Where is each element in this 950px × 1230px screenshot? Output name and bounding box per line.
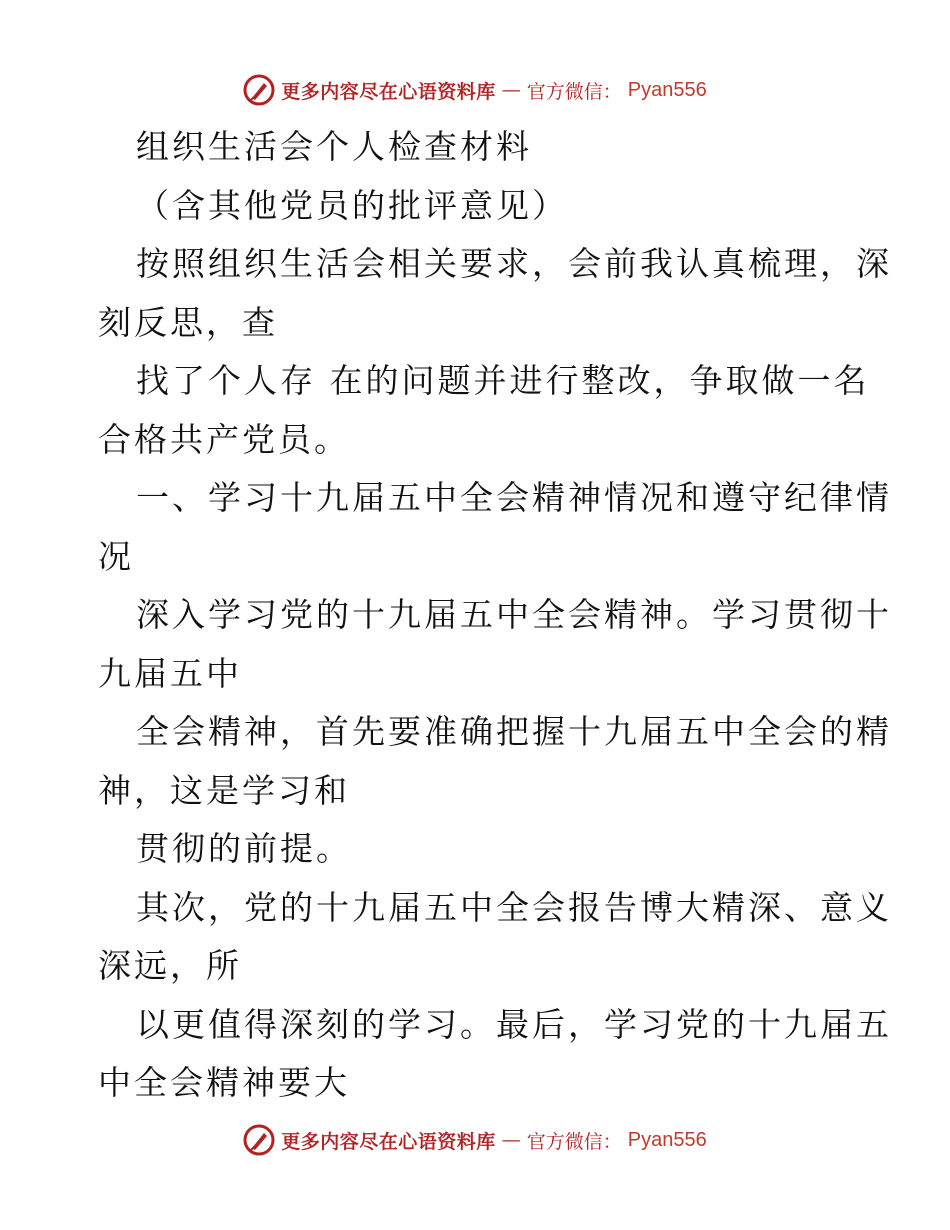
banner-wechat-label: 官方微信： [526,1130,622,1153]
text-line: 合格共产党员。 [98,419,350,459]
pen-logo-icon [243,1124,275,1156]
text-line: 以更值得深刻的学习。最后，学习党的十九届五 [136,1004,892,1044]
banner-dash: — [501,79,521,101]
text-line: 全会精神，首先要准确把握十九届五中全会的精 [136,712,892,751]
text-line: 组织生活会个人检查材料 [136,127,532,166]
banner-wechat-id: Pyan556 [627,78,707,101]
text-line: 按照组织生活会相关要求，会前我认真梳理，深 [136,244,892,283]
banner-dash: — [501,1129,521,1151]
banner-wechat-id: Pyan556 [627,1128,707,1151]
text-line: 深远，所 [98,946,242,985]
header-watermark-banner [0,70,950,110]
text-line: （含其他党员的批评意见） [136,185,568,225]
text-line: 贯彻的前提。 [136,829,352,868]
text-line: 中全会精神要大 [98,1063,350,1102]
text-line: 深入学习党的十九届五中全会精神。学习贯彻十 [136,595,892,634]
text-line: 找了个人存 在的问题并进行整改，争取做一名 [136,361,870,400]
document-body [98,118,892,1113]
text-line: 一、学习十九届五中全会精神情况和遵守纪律情 [136,478,892,517]
banner-wechat-label: 官方微信： [526,80,622,103]
banner-main-text: 更多内容尽在心语资料库 [281,80,496,103]
text-line: 神，这是学习和 [98,770,350,810]
text-line: 刻反思，查 [98,302,278,342]
pen-logo-icon [243,74,275,106]
text-line: 九届五中 [98,653,242,693]
footer-watermark-banner [0,1120,950,1160]
text-line: 况 [98,536,134,576]
banner-main-text: 更多内容尽在心语资料库 [281,1130,496,1153]
text-line: 其次，党的十九届五中全会报告博大精深、意义 [136,887,892,927]
